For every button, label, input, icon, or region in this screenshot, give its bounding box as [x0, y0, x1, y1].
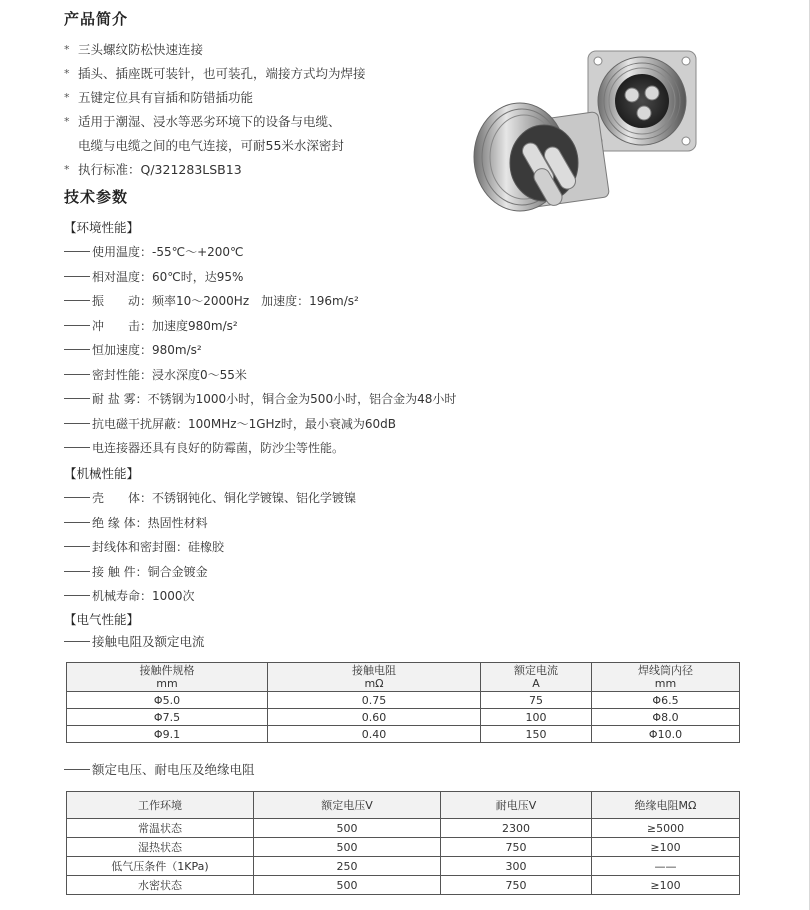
spec-row: 抗电磁干扰屏蔽：100MHz～1GHz时，最小衰减为60dB	[64, 412, 784, 437]
table-header: 焊线筒内径 mm	[592, 663, 740, 692]
connector-image	[460, 45, 710, 225]
intro-heading: 产品简介	[64, 10, 129, 28]
contact-resistance-table	[66, 662, 740, 743]
spec-row: 接 触 件：铜合金镀金	[64, 560, 784, 585]
asterisk-icon: *	[64, 115, 70, 128]
spec-row: 绝 缘 体：热固性材料	[64, 511, 784, 536]
table-row: 常温状态 500 2300 ≥5000	[67, 819, 740, 838]
table-row: Φ5.0 0.75 75 Φ6.5	[67, 692, 740, 709]
plug-body	[474, 103, 610, 211]
table-row: 水密状态 500 750 ≥100	[67, 876, 740, 895]
intro-bullet: * 适用于潮湿、浸水等恶劣环境下的设备与电缆、	[64, 110, 494, 134]
spec-row: 耐 盐 雾：不锈钢为1000小时，铜合金为500小时，铝合金为48小时	[64, 387, 784, 412]
voltage-subtitle: 额定电压、耐电压及绝缘电阻	[64, 760, 255, 780]
intro-bullet: * 三头螺纹防松快速连接	[64, 38, 494, 62]
table-header: 工作环境	[67, 792, 254, 819]
asterisk-icon: *	[64, 67, 70, 80]
tech-heading: 技术参数	[64, 188, 129, 206]
voltage-table	[66, 791, 740, 895]
environment-section	[64, 216, 784, 461]
environment-title: 【环境性能】	[64, 220, 140, 235]
spec-row: 冲 击：加速度980m/s²	[64, 314, 784, 339]
electrical-title: 【电气性能】	[64, 612, 140, 627]
spec-row: 电连接器还具有良好的防霉菌，防沙尘等性能。	[64, 436, 784, 461]
socket-body	[588, 51, 696, 151]
table-row: 湿热状态 500 750 ≥100	[67, 838, 740, 857]
table-header: 绝缘电阻MΩ	[592, 792, 740, 819]
intro-bullet: * 执行标准：Q/321283LSB13	[64, 158, 494, 182]
asterisk-icon: *	[64, 43, 70, 56]
mechanical-section	[64, 462, 784, 609]
intro-bullet: * 插头、插座既可装针，也可装孔，端接方式均为焊接	[64, 62, 494, 86]
table-header-row	[67, 792, 740, 819]
intro-bullet: * 五键定位具有盲插和防错插功能	[64, 86, 494, 110]
asterisk-icon: *	[64, 91, 70, 104]
electrical-section	[64, 608, 784, 632]
table-header: 耐电压V	[441, 792, 592, 819]
contact-resistance-subtitle: 接触电阻及额定电流	[64, 632, 205, 652]
table-header-row	[67, 663, 740, 692]
table-header: 额定电流 A	[481, 663, 592, 692]
spec-row: 振 动：频率10～2000Hz 加速度：196m/s²	[64, 289, 784, 314]
intro-bullet-continuation: 电缆与电缆之间的电气连接，可耐55米水深密封	[78, 138, 344, 153]
mechanical-title: 【机械性能】	[64, 466, 140, 481]
table-row: Φ9.1 0.40 150 Φ10.0	[67, 726, 740, 743]
table-header: 接触电阻 mΩ	[268, 663, 481, 692]
intro-bullet-list	[64, 38, 494, 182]
table-row: Φ7.5 0.60 100 Φ8.0	[67, 709, 740, 726]
spec-row: 使用温度：-55℃～+200℃	[64, 240, 784, 265]
spec-row: 密封性能：浸水深度0～55米	[64, 363, 784, 388]
spec-row: 相对温度：60℃时，达95%	[64, 265, 784, 290]
table-row: 低气压条件（1KPa) 250 300 ——	[67, 857, 740, 876]
asterisk-icon: *	[64, 163, 70, 176]
table-header: 接触件规格 mm	[67, 663, 268, 692]
spec-row: 封线体和密封圈：硅橡胶	[64, 535, 784, 560]
table-header: 额定电压V	[254, 792, 441, 819]
spec-row: 壳 体：不锈钢钝化、铜化学镀镍、铝化学镀镍	[64, 486, 784, 511]
spec-row: 恒加速度：980m/s²	[64, 338, 784, 363]
spec-row: 机械寿命：1000次	[64, 584, 784, 609]
